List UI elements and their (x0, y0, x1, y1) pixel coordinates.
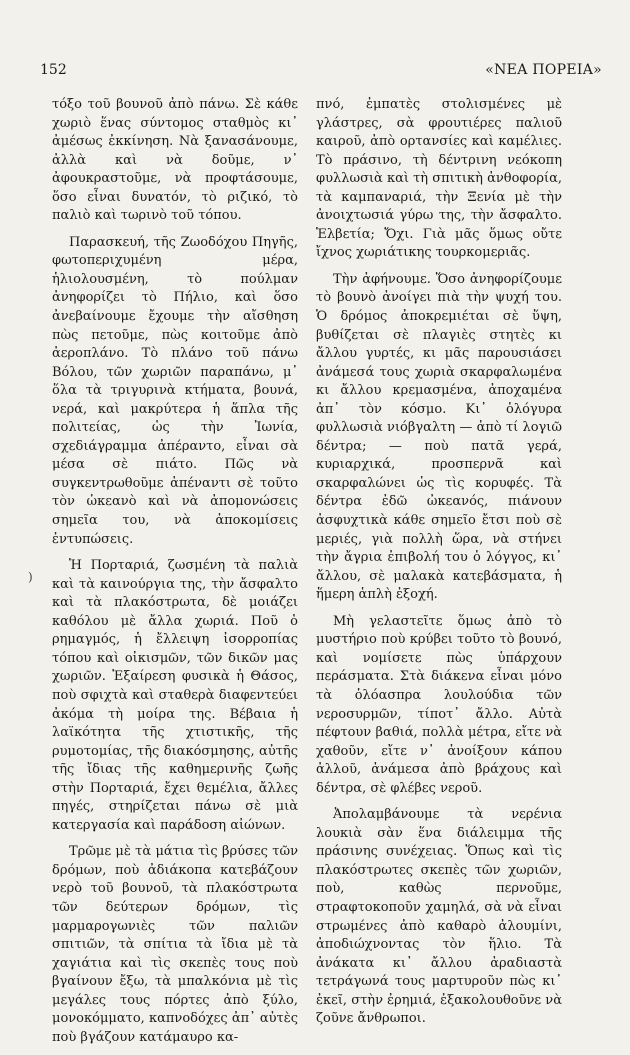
paragraph: Ἡ Πορταριά, ζωσμένη τὰ παλιὰ καὶ τὰ καινούργια της, τὴν ἄσφαλτο καὶ τὰ πλακόστρωτα, δὲ μοιάζει καθόλου μὲ ἄλλα χωριά. Ποῦ ὁ ρημαγμός, ἡ ἔλλειψη ἰσορροπίας τόπου καὶ οἰκισμῶν, τῶν δικῶν μας χωριῶν. Ἐξαίρεση φυσικὰ ἡ Θάσος, ποὺ σφιχτὰ καὶ σταθερὰ διαφεντεύει ἀκόμα τὴ μοίρα της. Βέβαια ἡ λαϊκότητα τῆς χτιστικῆς, τῆς ρυμοτομίας, τῆς διακόσμησης, αὐτῆς τῆς ἴδιας τῆς καθημερινῆς ζωῆς στὴν Πορταριά, ἔχει θεμέλια, ἄλλες πηγές, στηρίζεται πάνω σὲ μιὰ κατεργασία καὶ παράδοση αἰώνων. (52, 558, 298, 833)
paragraph: Μὴ γελαστεῖτε ὅμως ἀπὸ τὸ μυστήριο ποὺ κρύβει τοῦτο τὸ βουνό, καὶ νομίσετε πὼς ὑπάρχουν περάσματα. Στὰ διάκενα εἶναι μόνο τὰ ὁλόασπρα λουλούδια τῶν νεροσυρμῶν, τίποτ᾿ ἄλλο. Αὐτὰ πέφτουν βαθιά, πολλὰ μέτρα, εἴτε νὰ χαθοῦν, εἴτε ν᾿ ἀνοίξουν κάπου ἀλλοῦ, ἀνάμεσα ἀπὸ βράχους καὶ δέντρα, σὲ φλέβες νεροῦ. (316, 613, 562, 796)
margin-mark: ) (28, 570, 33, 584)
paragraph: Τὴν ἀφήνουμε. Ὅσο ἀνηφορίζουμε τὸ βουνὸ ἀνοίγει πιὰ τὴν ψυχή του. Ὁ δρόμος ἀποκρεμιέται σὲ ὕψη, βυθίζεται σὲ πλαγιὲς στητὲς κι ἄλλου γυρτές, κι μᾶς παρουσιάσει ἀνάμεσά τους χωριὰ σκαρφαλωμένα κι ἄλλου κρεμασμένα, ἀποχαμένα ἀπ᾿ τὸν κόσμο. Κι᾿ ὁλόγυρα φυλλωσιὰ νιόβγαλτη — ἀπὸ τί λογιῶ δέντρα; — ποὺ πατᾶ γερά, κυριαρχικά, προσπερνᾶ καὶ σκαρφαλώνει ὡς τὶς κορυφές. Τὰ δέντρα ἐδῶ ὠκεανός, πιάνουν ἀσφυχτικὰ κάθε σημεῖο ἔτσι ποὺ σὲ μεριές, γιὰ πολλὴ ὥρα, νὰ στήνει τὴν ἄγρια ἐπιβολή του ὁ λόγγος, κι᾿ ἄλλου, σὲ μαλακὰ κατεβάσματα, ἡ ἥμερη ἁπλὴ ἐξοχή. (316, 271, 562, 603)
page-number: 152 (40, 62, 67, 78)
paragraph: Παρασκευή, τῆς Ζωοδόχου Πηγῆς, φωτοπεριχυμένη μέρα, ἡλιολουσμένη, τὸ πούλμαν ἀνηφορίζει τὸ Πήλιο, καὶ ὅσο ἀνεβαίνουμε ἔχουμε τὴν αἴσθηση πὼς πετοῦμε, πὼς κοιτοῦμε ἀπὸ ἀεροπλάνο. Τὸ πλάνο τοῦ πάνω Βόλου, τῶν χωριῶν παραπάνω, μ᾿ ὅλα τὰ τριγυρινὰ κτήματα, βουνά, νερά, καὶ μακρύτερα ἡ ἅπλα τῆς πολιτείας, ὡς τὴν Ἰωνία, σχεδιάγραμμα ἀπέραντο, εἶναι σὰ μέσα σὲ πιάτο. Πῶς νὰ συγκεντρωθοῦμε ἀπέναντι σὲ τοῦτο τὸν ὠκεανὸ καὶ νὰ ἀπομονώσεις σημεῖα του, νὰ ἀποκομίσεις ἐντυπώσεις. (52, 234, 298, 547)
paragraph: τόξο τοῦ βουνοῦ ἀπὸ πάνω. Σὲ κάθε χωριὸ ἕνας σύντομος σταθμὸς κι᾿ ἀμέσως ἐκκίνηση. Νὰ ξανασάνουμε, ἀλλὰ καὶ νὰ δοῦμε, ν᾿ ἀφουκραστοῦμε, νὰ προφτάσουμε, ὅσο εἶναι δυνατόν, τὸ ριζικό, τὸ παλιὸ καὶ τωρινὸ τοῦ τόπου. (52, 97, 298, 224)
paragraph: Τρῶμε μὲ τὰ μάτια τὶς βρύσες τῶν δρόμων, ποὺ ἀδιάκοπα κατεβάζουν νερὸ τοῦ βουνοῦ, τὰ πλακόστρωτα τῶν δεύτερων δρόμων, τὶς μαρμαρογωνιὲς τῶν παλιῶν σπιτιῶν, τὰ σπίτια τὰ ἴδια μὲ τὰ χαγιάτια καὶ τὶς σκεπὲς τους ποὺ βγαίνουν ἔξω, τὰ μπαλκόνια μὲ τὶς μεγάλες τους πόρτες ἀπὸ ξύλο, μονοκόμματο, καπνοδόχες ἀπ᾿ αὐτὲς ποὺ βγάζουν κατάμαυρο κα- (52, 844, 298, 1045)
journal-title: «ΝΕΑ ΠΟΡΕΙΑ» (485, 62, 602, 78)
right-column (316, 96, 562, 1037)
paragraph: Ἀπολαμβάνουμε τὰ νερένια λουκιὰ σὰν ἕνα διάλειμμα τῆς πράσινης συνέχειας. Ὅπως καὶ τὶς πλακόστρωτες σκεπὲς τῶν χωριῶν, ποὺ, καθὼς περνοῦμε, στραφτοκοποῦν χαμηλά, σὰ νὰ εἶναι στρωμένες ἀπὸ καθαρὸ ἀλουμίνι, ἀποδιώχνοντας τὸν ἥλιο. Τὰ ἀνάκατα κι᾿ ἄλλου ἀραδιαστὰ τετράγωνά τους μαρτυροῦν πὼς κι᾿ ἐκεῖ, στὴν ἐρημιά, ἐξακολουθοῦνε νὰ ζοῦνε ἄνθρωποι. (316, 807, 562, 1027)
running-header (40, 62, 602, 84)
paragraph: πνό, ἐμπατὲς στολισμένες μὲ γλάστρες, σὰ φρουτιέρες παλιοῦ καιροῦ, ἀπὸ ορτανσίες καὶ καμέλιες. Τὸ πράσινο, τὴ δέντρινη νεόκοπη φυλλωσιὰ καὶ τὴ σπιτικὴ ἀνθοφορία, τὰ καμπαναριά, τὴν Ξενία μὲ τὴν ἀνοιχτωσιά γύρω της, τὴν ἄσφαλτο. Ἑλβετία; Ὄχι. Γιὰ μᾶς ὅμως οὔτε ἴχνος χωριάτικης τουρκομεριᾶς. (316, 97, 562, 261)
left-column (52, 96, 298, 1055)
